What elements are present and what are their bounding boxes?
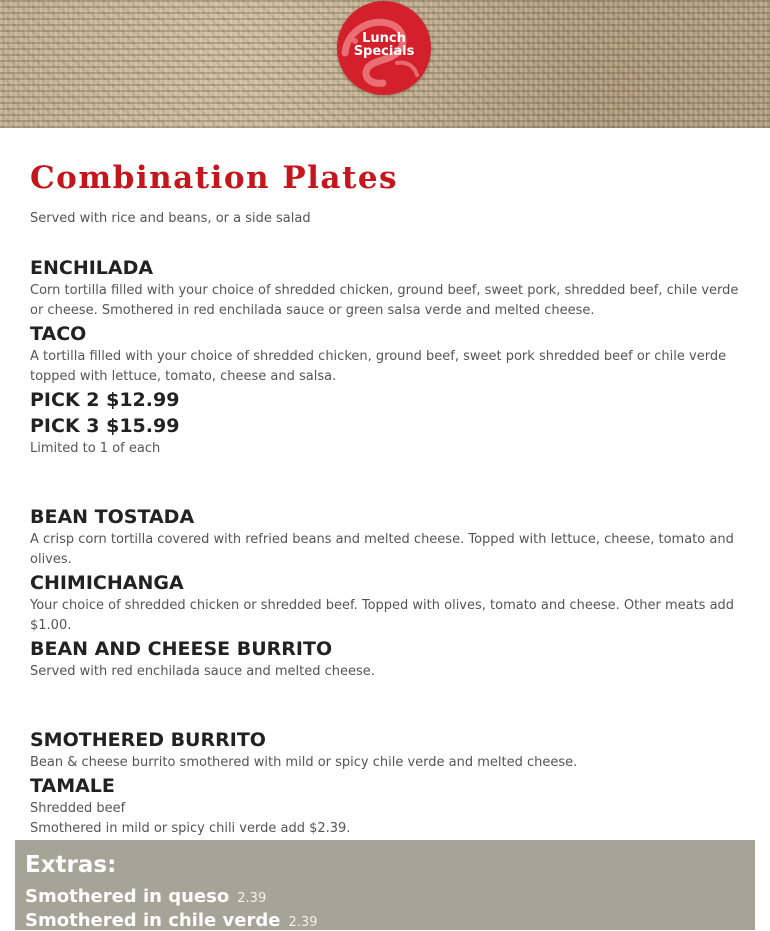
item-name-pick-2: PICK 2 $12.99 [30,389,180,411]
extra-price: 2.39 [237,891,267,906]
item-name-chimichanga: CHIMICHANGA [30,572,184,594]
logo-text-line2: Specials [353,44,415,59]
extra-row [25,910,317,931]
page-title: Combination Plates [30,160,398,196]
extras-title: Extras: [25,852,117,878]
item-desc-bean-cheese-burrito: Served with red enchilada sauce and melted cheese. [30,664,375,679]
extra-price: 2.39 [288,915,318,930]
item-desc-tamale: Shredded beef [30,801,126,816]
item-name-bean-tostada: BEAN TOSTADA [30,506,195,528]
extra-name: Smothered in queso [25,886,230,907]
item-desc-tamale-extra: Smothered in mild or spicy chili verde add $2.39. [30,821,351,836]
extra-name: Smothered in chile verde [25,910,281,931]
item-name-pick-3: PICK 3 $15.99 [30,415,180,437]
item-desc-pick-3: Limited to 1 of each [30,441,161,456]
item-desc-bean-tostada: A crisp corn tortilla covered with refried beans and melted cheese. Topped with lettuce, cheese, tomato and olives. [30,532,734,567]
extras-section [15,840,755,930]
item-desc-enchilada: Corn tortilla filled with your choice of shredded chicken, ground beef, sweet pork, shredded beef, chile verde or cheese. Smothered in red enchilada sauce or green salsa verde and melted cheese. [30,283,739,318]
item-name-taco: TACO [30,323,87,345]
item-name-bean-cheese-burrito: BEAN AND CHEESE BURRITO [30,638,333,660]
item-desc-chimichanga: Your choice of shredded chicken or shredded beef. Topped with olives, tomato and cheese. Other meats add $1.00. [30,598,735,633]
item-desc-smothered-burrito: Bean & cheese burrito smothered with mild or spicy chile verde and melted cheese. [30,755,578,770]
item-desc-taco: A tortilla filled with your choice of shredded chicken, ground beef, sweet pork shredded beef or chile verde topped with lettuce, tomato, cheese and salsa. [30,349,727,384]
item-name-tamale: TAMALE [30,775,115,797]
item-name-smothered-burrito: SMOTHERED BURRITO [30,729,266,751]
item-name-enchilada: ENCHILADA [30,257,154,279]
logo-text-line1: Lunch [362,31,406,46]
lunch-specials-logo[interactable] [337,1,431,95]
extra-row [25,886,266,907]
page-subtitle: Served with rice and beans, or a side salad [30,211,311,226]
